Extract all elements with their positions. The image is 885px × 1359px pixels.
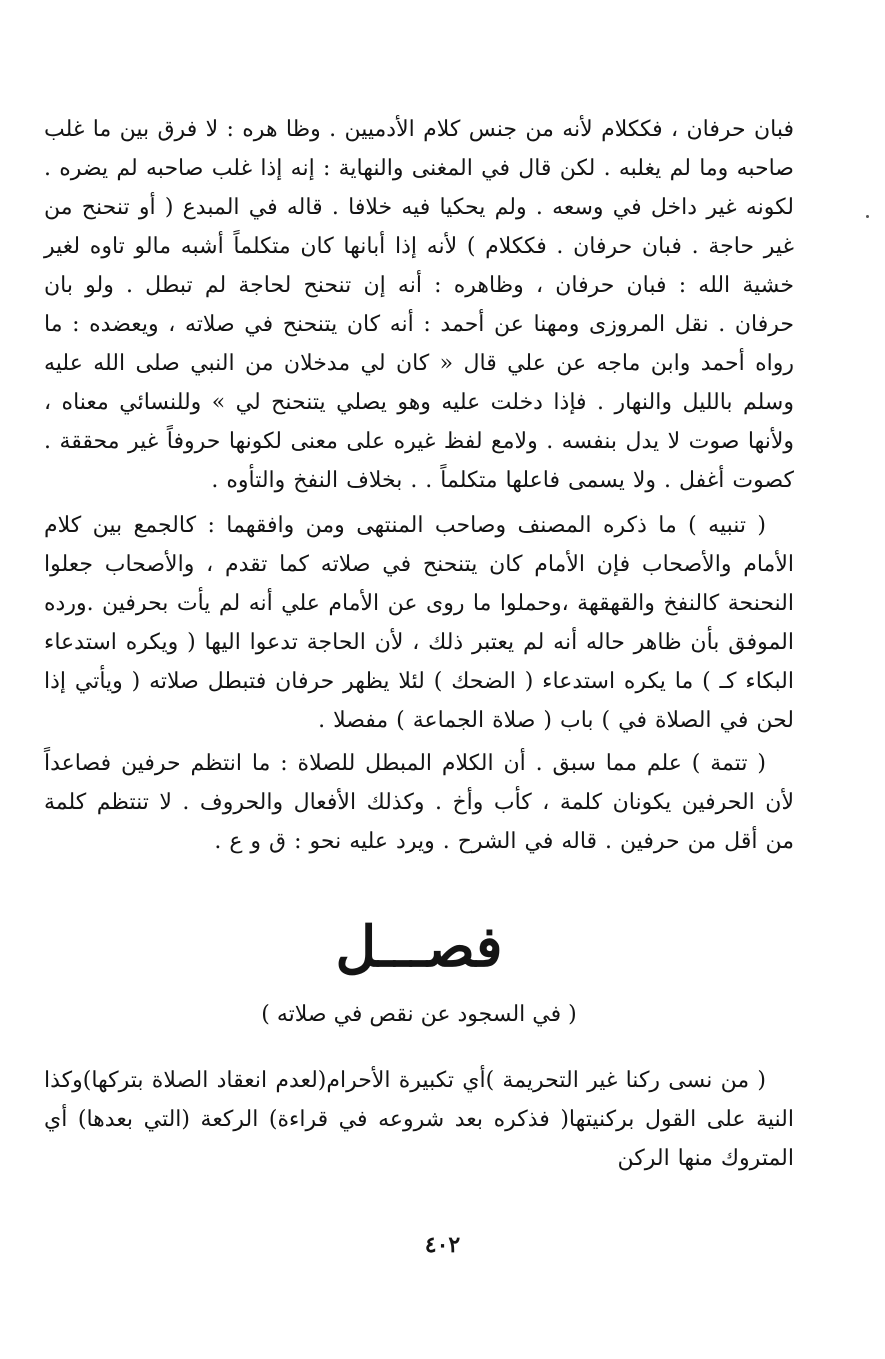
book-page: [44, 110, 794, 1330]
margin-mark: [866, 215, 869, 218]
section-body-paragraph: ( من نسى ركنا غير التحريمة )أي تكبيرة الأحرام(لعدم انعقاد الصلاة بتركها)وكذا النية على القول بركنيتها( فذكره بعد شروعه في قراءة) الركعة (التي بعدها) أي المتروك منها الركن: [44, 1068, 794, 1171]
section-subheading: ( في السجود عن نقص في صلاته ): [261, 1002, 577, 1027]
page-number: ٤٠٢: [424, 1232, 461, 1258]
body-paragraph-1: فبان حرفان ، فككلام لأنه من جنس كلام الأدميين . وظا هره : لا فرق بين ما غلب صاحبه وما لم يغلبه . لكن قال في المغنى والنهاية : إنه إذا غلب صاحبه لم يضره . لكونه غير داخل في وسعه . ولم يحكيا فيه خلافا . قاله في المبدع ( أو تنحنح من غير حاجة . فبان حرفان . فككلام ) لأنه إذا أبانها كان متكلماً أشبه مالو تاوه لغير خشية الله : فبان حرفان ، وظاهره : أنه إن تنحنح لحاجة لم تبطل . ولو بان حرفان . نقل المروزى ومهنا عن أحمد : أنه كان يتنحنح في صلاته ، ويعضده : ما رواه أحمد وابن ماجه عن علي قال « كان لي مدخلان من النبي صلى الله عليه وسلم بالليل والنهار . فإذا دخلت عليه وهو يصلي يتنحنح لي » وللنسائي معناه ، ولأنها صوت لا يدل بنفسه . ولامع لفظ غيره على معنى لكونها حروفاً غير محققة . كصوت أغفل . ولا يسمى فاعلها متكلماً . . بخلاف النفخ والتأوه .: [44, 117, 794, 493]
section-heading: فصـــل: [335, 914, 503, 980]
tanbih-paragraph: ( تنبيه ) ما ذكره المصنف وصاحب المنتهى ومن وافقهما : كالجمع بين كلام الأمام والأصحاب فإن الأمام كان يتنحنح في صلاته كما تقدم ، والأصحاب جعلوا النحنحة كالنفخ والقهقهة ،وحملوا ما روى عن الأمام علي أنه لم يأت بحرفين .ورده الموفق بأن ظاهر حاله أنه لم يعتبر ذلك ، لأن الحاجة تدعوا اليها ( ويكره استدعاء البكاء كـ ) ما يكره استدعاء ( الضحك ) لئلا يظهر حرفان فتبطل صلاته ( ويأتي إذا لحن في الصلاة في ) باب ( صلاة الجماعة ) مفصلا .: [44, 513, 794, 733]
tatimma-paragraph: ( تتمة ) علم مما سبق . أن الكلام المبطل للصلاة : ما انتظم حرفين فصاعداً لأن الحرفين يكونان كلمة ، كأب وأخ . وكذلك الأفعال والحروف . لا تنتظم كلمة من أقل من حرفين . قاله في الشرح . ويرد عليه نحو : ق و ع .: [44, 751, 794, 854]
